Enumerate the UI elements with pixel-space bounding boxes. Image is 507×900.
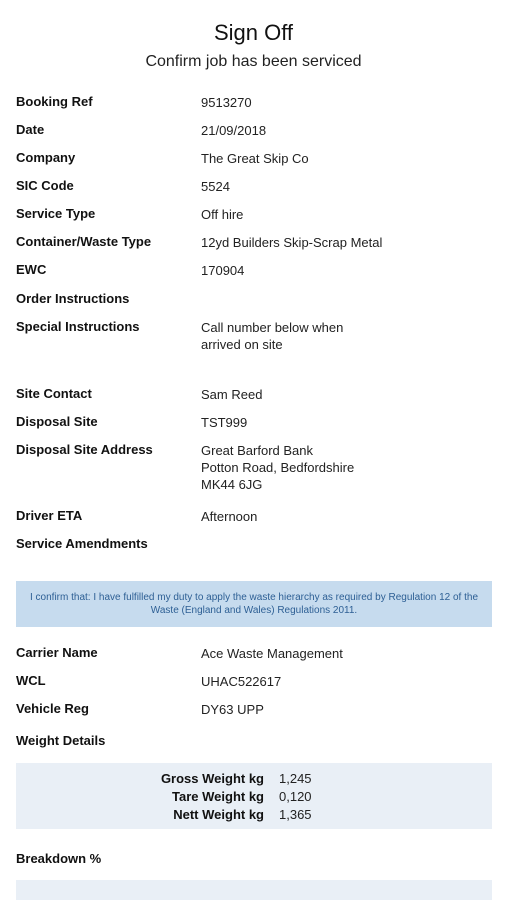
detail-value-line: 5524: [201, 179, 230, 194]
detail-value: [201, 442, 354, 493]
detail-value: [201, 234, 382, 251]
detail-label: Special Instructions: [16, 319, 140, 334]
detail-value: [201, 262, 244, 279]
page-title: Sign Off: [213, 20, 294, 45]
weight-value: 1,365: [279, 807, 312, 822]
waste-hierarchy-notice: I confirm that: I have fulfilled my duty to apply the waste hierarchy as required by Regulation 12 of the Waste (England and Wales) Regulations 2011.: [16, 581, 492, 627]
detail-value: [201, 319, 343, 353]
weight-details-panel: [16, 763, 492, 829]
detail-value-line: Great Barford Bank: [201, 443, 313, 458]
detail-label: Service Amendments: [16, 536, 148, 551]
detail-label: Disposal Site Address: [16, 442, 153, 457]
detail-value-line: MK44 6JG: [201, 477, 263, 492]
detail-label: Site Contact: [16, 386, 92, 401]
detail-label: Disposal Site: [16, 414, 98, 429]
detail-label: Service Type: [16, 206, 96, 221]
carrier-label: Carrier Name: [16, 645, 98, 660]
weight-value: 0,120: [279, 789, 312, 804]
weight-details-heading: Weight Details: [16, 733, 106, 748]
detail-value: [201, 414, 247, 431]
detail-label: SIC Code: [16, 178, 74, 193]
detail-label: Company: [16, 150, 76, 165]
detail-value: [201, 94, 252, 111]
detail-label: Order Instructions: [16, 291, 130, 306]
detail-value-line: Potton Road, Bedfordshire: [201, 460, 355, 475]
detail-label: EWC: [16, 262, 47, 277]
detail-value: [201, 150, 309, 167]
detail-label: Container/Waste Type: [16, 234, 152, 249]
detail-label: Booking Ref: [16, 94, 93, 109]
detail-value-line: Afternoon: [201, 509, 258, 524]
carrier-value-line: DY63 UPP: [201, 702, 264, 717]
detail-value-line: 12yd Builders Skip-Scrap Metal: [201, 235, 383, 250]
carrier-value: [201, 645, 343, 662]
detail-label: Date: [16, 122, 45, 137]
detail-value-line: The Great Skip Co: [201, 151, 309, 166]
detail-value: [201, 508, 257, 525]
detail-value-line: Off hire: [201, 207, 244, 222]
weight-label: Gross Weight kg: [160, 771, 264, 786]
carrier-value: [201, 673, 281, 690]
detail-value-line: Call number below when: [201, 320, 344, 335]
breakdown-panel: [16, 880, 492, 900]
weight-label: Tare Weight kg: [172, 789, 264, 804]
detail-value: [201, 386, 262, 403]
carrier-value-line: Ace Waste Management: [201, 646, 343, 661]
detail-value: [201, 178, 230, 195]
detail-value-line: Sam Reed: [201, 387, 263, 402]
carrier-label: Vehicle Reg: [16, 701, 89, 716]
page-subtitle: Confirm job has been serviced: [145, 53, 362, 70]
carrier-value: [201, 701, 264, 718]
detail-value: [201, 206, 243, 223]
carrier-value-line: UHAC522617: [201, 674, 282, 689]
detail-value-line: 9513270: [201, 95, 252, 110]
detail-value-line: 170904: [201, 263, 245, 278]
breakdown-heading: Breakdown %: [16, 851, 102, 866]
weight-label: Nett Weight kg: [173, 807, 264, 822]
detail-value-line: 21/09/2018: [201, 123, 267, 138]
detail-value: [201, 122, 266, 139]
detail-value-line: arrived on site: [201, 337, 283, 352]
carrier-label: WCL: [16, 673, 46, 688]
detail-label: Driver ETA: [16, 508, 83, 523]
detail-value-line: TST999: [201, 415, 248, 430]
weight-value: 1,245: [279, 771, 312, 786]
